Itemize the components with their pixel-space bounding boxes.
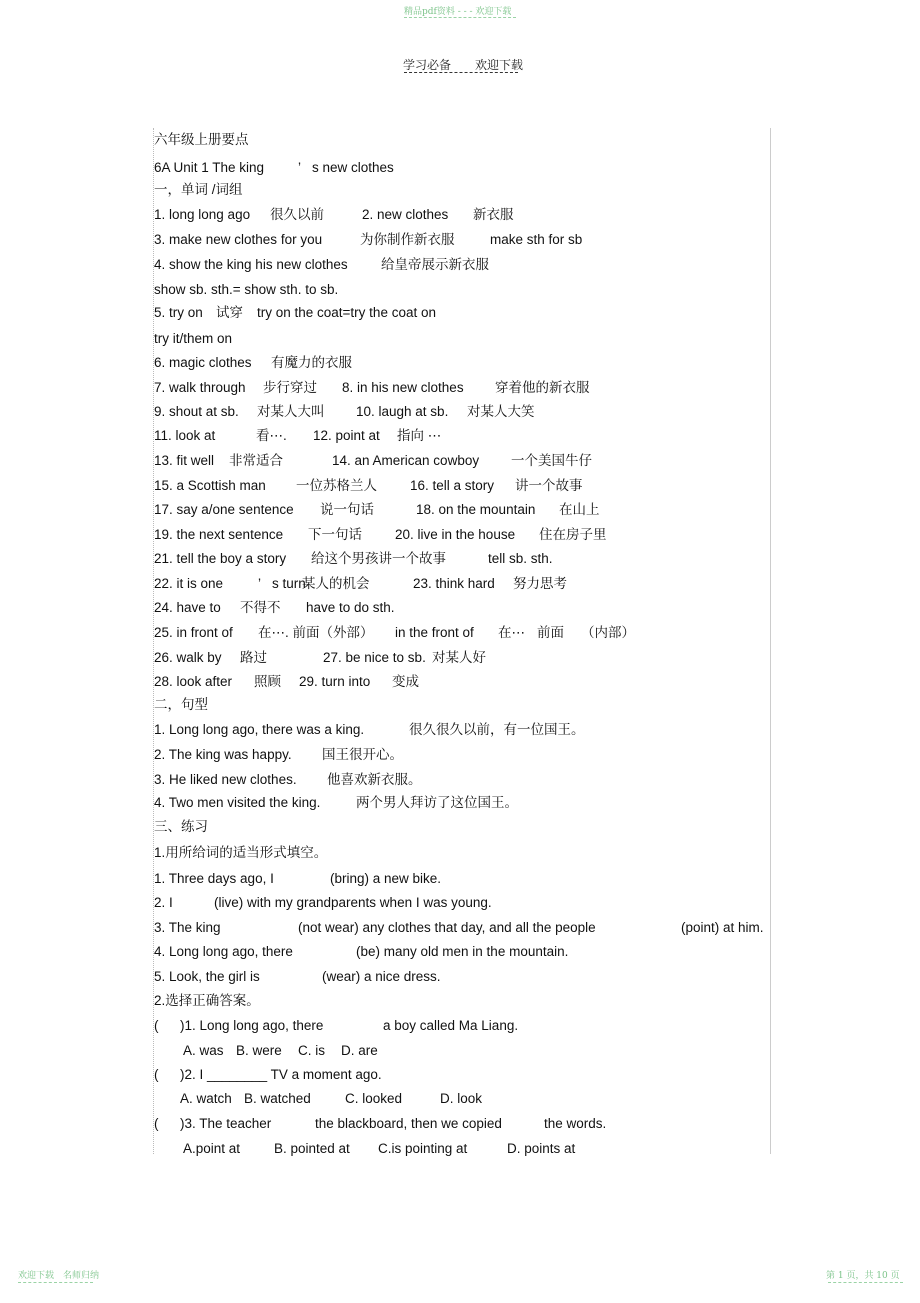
- text-line-21-segment: 在⋯: [498, 625, 525, 640]
- text-line-25-segment: 1. Long long ago, there was a king.: [154, 722, 365, 737]
- text-line-27-segment: 他喜欢新衣服。: [327, 772, 422, 787]
- text-line-23-segment: 照顾: [254, 674, 281, 689]
- text-line-10-segment: 6. magic clothes: [154, 355, 252, 370]
- text-line-18-segment: 给这个男孩讲一个故事: [311, 551, 446, 566]
- text-line-35-segment: 5. Look, the girl is: [154, 969, 260, 984]
- text-line-38-segment: C. is: [298, 1043, 325, 1058]
- text-line-29-segment: 三、练习: [154, 819, 208, 834]
- text-line-1-segment: 六年级上册要点: [154, 132, 249, 147]
- text-line-22-segment: 27. be nice to sb.: [323, 650, 426, 665]
- text-line-6-segment: 给皇帝展示新衣服: [381, 257, 489, 272]
- text-line-4-segment: 新衣服: [473, 207, 514, 222]
- text-line-17-segment: 19. the next sentence: [154, 527, 284, 542]
- text-line-4-segment: 2. new clothes: [362, 207, 449, 222]
- text-line-41-segment: the blackboard, then we copied: [315, 1116, 502, 1131]
- text-line-21-segment: 25. in front of: [154, 625, 233, 640]
- text-line-37-segment: )1. Long long ago, there: [180, 1018, 324, 1033]
- text-line-11-segment: 穿着他的新衣服: [495, 380, 590, 395]
- text-line-37-segment: a boy called Ma Liang.: [383, 1018, 519, 1033]
- text-line-23-segment: 变成: [392, 674, 419, 689]
- text-line-13-segment: 指向 ⋯: [397, 428, 442, 443]
- text-line-36-segment: 2.选择正确答案。: [154, 993, 260, 1008]
- text-line-22-segment: 对某人好: [432, 650, 486, 665]
- text-line-19-segment: s turn: [272, 576, 306, 591]
- text-line-8-segment: 试穿: [216, 305, 243, 320]
- text-line-14-segment: 13. fit well: [154, 453, 215, 468]
- text-line-9-segment: try it/them on: [154, 331, 233, 346]
- text-line-38-segment: A. was: [183, 1043, 224, 1058]
- text-line-7-segment: show sb. sth.= show sth. to sb.: [154, 282, 339, 297]
- text-line-34-segment: (be) many old men in the mountain.: [356, 944, 569, 959]
- text-line-22-segment: 26. walk by: [154, 650, 222, 665]
- page-number: 第 1 页，共 10 页: [826, 1271, 900, 1281]
- text-line-11-segment: 7. walk through: [154, 380, 246, 395]
- text-line-33-segment: (not wear) any clothes that day, and all the people: [298, 920, 596, 935]
- text-line-21-segment: 前面: [537, 625, 564, 640]
- text-line-42-segment: D. points at: [507, 1141, 576, 1156]
- text-line-20-segment: 不得不: [240, 600, 281, 615]
- text-line-28-segment: 两个男人拜访了这位国王。: [356, 795, 518, 810]
- text-line-10-segment: 有魔力的衣服: [271, 355, 352, 370]
- text-line-26-segment: 2. The king was happy.: [154, 747, 292, 762]
- text-line-14-segment: 一个美国牛仔: [511, 453, 592, 468]
- text-line-41-segment: )3. The teacher: [180, 1116, 272, 1131]
- text-line-4-segment: 1. long long ago: [154, 207, 251, 222]
- text-line-8-segment: 5. try on: [154, 305, 203, 320]
- watermark-top: 精品pdf资料 - - - 欢迎下载: [404, 7, 512, 17]
- text-line-19-segment: 某人的机会: [302, 576, 370, 591]
- divider: [18, 1282, 93, 1283]
- text-line-17-segment: 住在房子里: [539, 527, 607, 542]
- text-line-14-segment: 14. an American cowboy: [332, 453, 480, 468]
- text-line-33-segment: 3. The king: [154, 920, 221, 935]
- text-line-42-segment: A.point at: [183, 1141, 241, 1156]
- text-line-39-segment: (: [154, 1067, 159, 1082]
- header-right: 欢迎下载: [475, 58, 524, 72]
- text-line-19-segment: ’: [258, 576, 261, 591]
- text-line-27-segment: 3. He liked new clothes.: [154, 772, 297, 787]
- text-line-13-segment: 看⋯.: [256, 428, 287, 443]
- divider: [828, 1282, 903, 1283]
- text-line-5-segment: 3. make new clothes for you: [154, 232, 323, 247]
- header-left: 学习必备: [403, 58, 452, 72]
- text-line-18-segment: tell sb. sth.: [488, 551, 553, 566]
- text-line-8-segment: try on the coat=try the coat on: [257, 305, 436, 320]
- text-line-39-segment: )2. I ________ TV a moment ago.: [180, 1067, 382, 1082]
- text-line-5-segment: make sth for sb: [490, 232, 583, 247]
- text-line-20-segment: have to do sth.: [306, 600, 395, 615]
- text-line-15-segment: 讲一个故事: [515, 478, 583, 493]
- text-line-38-segment: B. were: [236, 1043, 282, 1058]
- text-line-32-segment: (live) with my grandparents when I was young.: [214, 895, 492, 910]
- text-line-15-segment: 15. a Scottish man: [154, 478, 266, 493]
- text-line-12-segment: 9. shout at sb.: [154, 404, 239, 419]
- text-line-12-segment: 对某人大叫: [257, 404, 325, 419]
- watermark-footer-left: 欢迎下载 名师归纳: [18, 1271, 100, 1281]
- text-line-16-segment: 在山上: [559, 502, 600, 517]
- text-line-40-segment: B. watched: [244, 1091, 311, 1106]
- text-line-40-segment: D. look: [440, 1091, 483, 1106]
- header-underline: [404, 72, 518, 73]
- text-line-15-segment: 16. tell a story: [410, 478, 495, 493]
- text-line-35-segment: (wear) a nice dress.: [322, 969, 441, 984]
- text-line-13-segment: 11. look at: [154, 428, 216, 443]
- text-line-23-segment: 28. look after: [154, 674, 233, 689]
- text-line-15-segment: 一位苏格兰人: [296, 478, 377, 493]
- text-line-23-segment: 29. turn into: [299, 674, 371, 689]
- text-line-17-segment: 下一句话: [308, 527, 362, 542]
- text-line-21-segment: （内部）: [581, 625, 635, 640]
- text-line-16-segment: 说一句话: [320, 502, 374, 517]
- text-line-11-segment: 8. in his new clothes: [342, 380, 464, 395]
- text-line-19-segment: 23. think hard: [413, 576, 495, 591]
- text-line-6-segment: 4. show the king his new clothes: [154, 257, 348, 272]
- text-line-3-segment: 一，单词 /词组: [154, 182, 243, 197]
- text-line-31-segment: 1. Three days ago, I: [154, 871, 274, 886]
- text-line-42-segment: B. pointed at: [274, 1141, 350, 1156]
- text-line-13-segment: 12. point at: [313, 428, 380, 443]
- text-line-2-segment: s new clothes: [312, 160, 394, 175]
- text-line-25-segment: 很久很久以前，有一位国王。: [409, 722, 585, 737]
- text-line-19-segment: 努力思考: [513, 576, 567, 591]
- text-line-31-segment: (bring) a new bike.: [330, 871, 442, 886]
- text-line-20-segment: 24. have to: [154, 600, 221, 615]
- text-line-12-segment: 对某人大笑: [467, 404, 535, 419]
- text-line-16-segment: 18. on the mountain: [416, 502, 536, 517]
- text-line-18-segment: 21. tell the boy a story: [154, 551, 287, 566]
- text-line-2-segment: 6A Unit 1 The king: [154, 160, 265, 175]
- text-line-17-segment: 20. live in the house: [395, 527, 516, 542]
- text-line-21-segment: in the front of: [395, 625, 474, 640]
- text-line-41-segment: (: [154, 1116, 159, 1131]
- text-line-19-segment: 22. it is one: [154, 576, 224, 591]
- text-line-41-segment: the words.: [544, 1116, 607, 1131]
- text-line-5-segment: 为你制作新衣服: [360, 232, 455, 247]
- text-line-34-segment: 4. Long long ago, there: [154, 944, 293, 959]
- text-line-30-segment: 1.用所给词的适当形式填空。: [154, 845, 328, 860]
- text-line-16-segment: 17. say a/one sentence: [154, 502, 294, 517]
- text-line-14-segment: 非常适合: [229, 453, 283, 468]
- text-line-37-segment: (: [154, 1018, 159, 1033]
- text-line-11-segment: 步行穿过: [263, 380, 317, 395]
- text-line-40-segment: C. looked: [345, 1091, 403, 1106]
- text-line-33-segment: (point) at him.: [681, 920, 764, 935]
- text-line-2-segment: ’: [298, 160, 301, 175]
- text-line-42-segment: C.is pointing at: [378, 1141, 468, 1156]
- text-line-32-segment: 2. I: [154, 895, 173, 910]
- divider: [404, 17, 516, 18]
- text-line-40-segment: A. watch: [180, 1091, 232, 1106]
- text-line-4-segment: 很久以前: [270, 207, 324, 222]
- right-border: [770, 128, 771, 1154]
- text-line-24-segment: 二，句型: [154, 697, 208, 712]
- text-line-26-segment: 国王很开心。: [322, 747, 403, 762]
- text-line-21-segment: 在⋯. 前面（外部）: [258, 625, 374, 640]
- text-line-38-segment: D. are: [341, 1043, 378, 1058]
- text-line-22-segment: 路过: [240, 650, 267, 665]
- text-line-12-segment: 10. laugh at sb.: [356, 404, 449, 419]
- text-line-28-segment: 4. Two men visited the king.: [154, 795, 321, 810]
